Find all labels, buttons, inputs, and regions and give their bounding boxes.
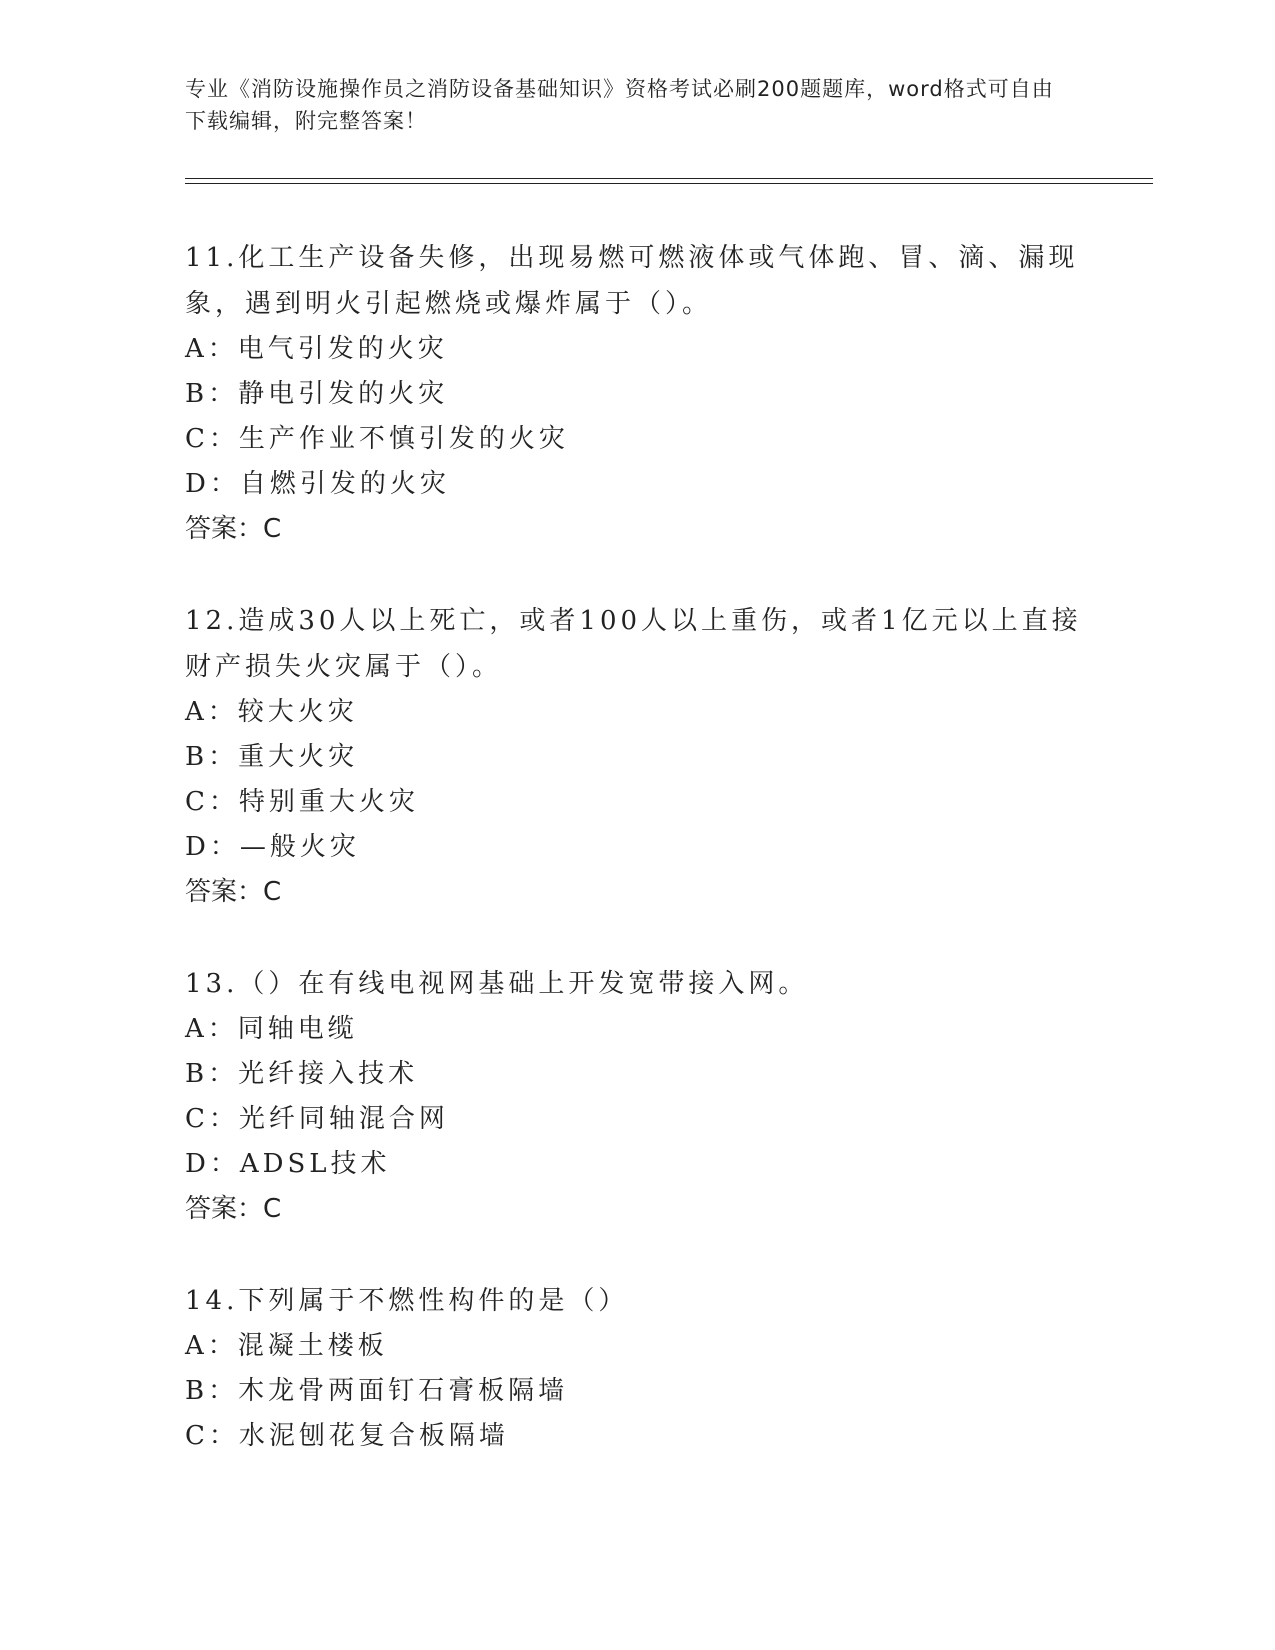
option-c: C：生产作业不慎引发的火灾 — [185, 424, 569, 454]
option-b: B：重大火灾 — [185, 742, 359, 772]
option-b: B：静电引发的火灾 — [185, 379, 449, 409]
question-stem: 12.造成30人以上死亡，或者100人以上重伤，或者1亿元以上直接财产损失火灾属于（）。 — [185, 606, 1082, 682]
question-12 — [185, 598, 1085, 915]
option-d: D：—般火灾 — [185, 832, 360, 862]
option-d: D：自燃引发的火灾 — [185, 469, 450, 499]
question-13 — [185, 961, 1085, 1232]
document-header: 专业《消防设施操作员之消防设备基础知识》资格考试必刷200题题库，word格式可自由下载编辑，附完整答案！ — [185, 77, 1054, 133]
option-b: B：光纤接入技术 — [185, 1059, 419, 1089]
option-b: B：木龙骨两面钉石膏板隔墙 — [185, 1376, 569, 1406]
option-c: C：水泥刨花复合板隔墙 — [185, 1421, 509, 1451]
question-stem: 11.化工生产设备失修，出现易燃可燃液体或气体跑、冒、滴、漏现象，遇到明火引起燃烧或爆炸属于（）。 — [185, 243, 1079, 319]
header-divider-bottom — [185, 183, 1153, 184]
option-c: C：特别重大火灾 — [185, 787, 419, 817]
option-d: D：ADSL技术 — [185, 1149, 391, 1179]
option-a: A：较大火灾 — [185, 697, 358, 727]
question-stem: 13.（）在有线电视网基础上开发宽带接入网。 — [185, 969, 809, 999]
question-stem: 14.下列属于不燃性构件的是（） — [185, 1286, 629, 1316]
answer: 答案：C — [185, 514, 282, 544]
question-14 — [185, 1278, 1085, 1459]
question-list — [185, 235, 1085, 1505]
question-11 — [185, 235, 1085, 552]
option-a: A：电气引发的火灾 — [185, 334, 448, 364]
option-c: C：光纤同轴混合网 — [185, 1104, 449, 1134]
header-divider-top — [185, 178, 1153, 179]
answer: 答案：C — [185, 1194, 282, 1224]
option-a: A：同轴电缆 — [185, 1014, 358, 1044]
option-a: A：混凝土楼板 — [185, 1331, 388, 1361]
answer: 答案：C — [185, 877, 282, 907]
